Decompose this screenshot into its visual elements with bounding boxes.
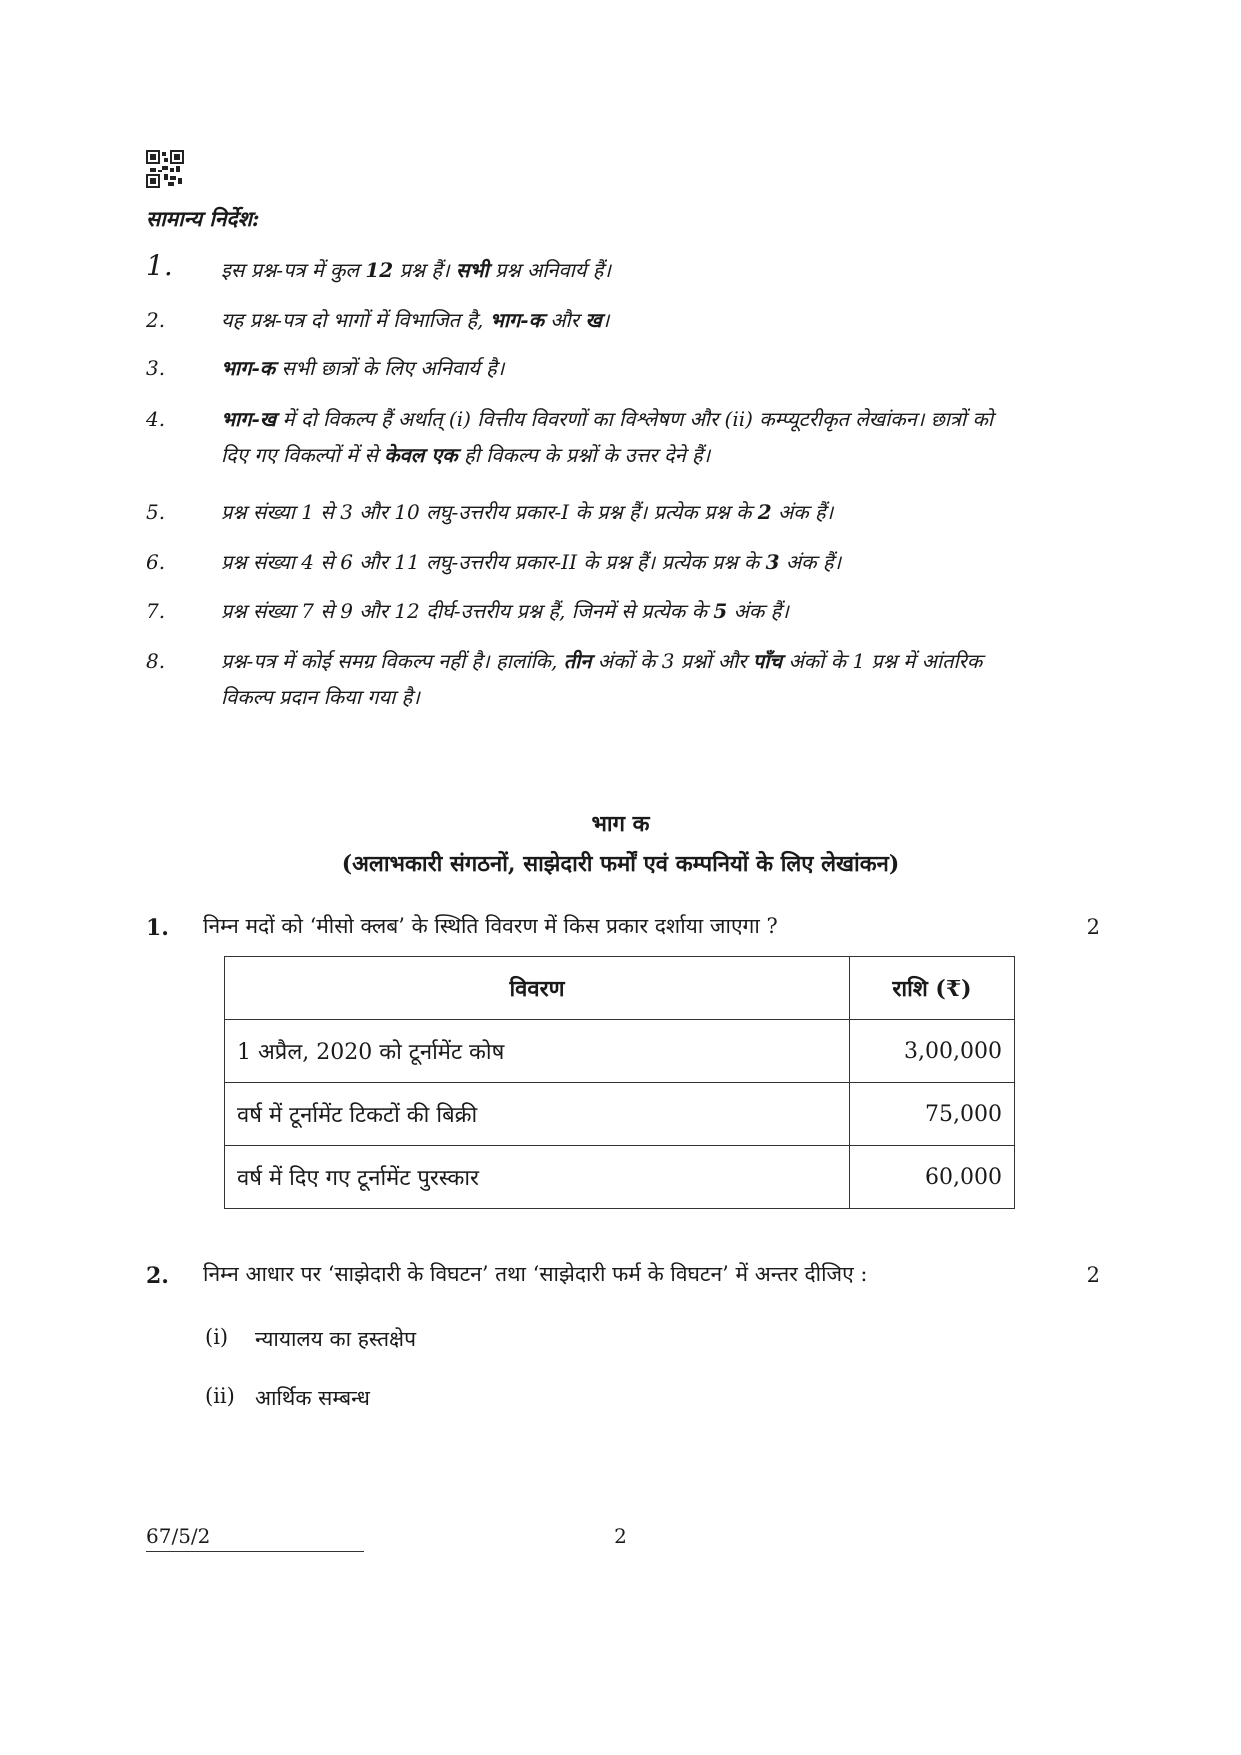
sub-item-roman: (i) bbox=[205, 1325, 229, 1349]
instruction-number: 7. bbox=[146, 599, 166, 623]
qr-code-icon bbox=[146, 150, 184, 188]
table-row bbox=[225, 1146, 1015, 1209]
instruction-text: इस प्रश्न-पत्र में कुल 12 प्रश्न हैं। सभी प्रश्न अनिवार्य हैं। bbox=[221, 258, 611, 282]
question-number: 2. bbox=[146, 1263, 169, 1289]
question-text: निम्न मदों को ‘मीसो क्लब’ के स्थिति विवरण में किस प्रकार दर्शाया जाएगा ? bbox=[203, 914, 778, 938]
table-cell-particular: वर्ष में टूर्नामेंट टिकटों की बिक्री bbox=[225, 1083, 850, 1146]
general-instructions-title: सामान्य निर्देश: bbox=[146, 206, 260, 231]
question-number: 1. bbox=[146, 915, 169, 941]
table-cell-amount: 3,00,000 bbox=[850, 1020, 1015, 1083]
question-text: निम्न आधार पर ‘साझेदारी के विघटन’ तथा ‘साझेदारी फर्म के विघटन’ में अन्तर दीजिए : bbox=[203, 1262, 868, 1286]
instruction-number: 1. bbox=[146, 249, 173, 282]
instruction-text: प्रश्न संख्या 7 से 9 और 12 दीर्घ-उत्तरीय प्रश्न हैं, जिनमें से प्रत्येक के 5 अंक हैं। bbox=[221, 599, 789, 623]
table-cell-amount: 60,000 bbox=[850, 1146, 1015, 1209]
instruction-text: प्रश्न संख्या 4 से 6 और 11 लघु-उत्तरीय प्रकार-II के प्रश्न हैं। प्रत्येक प्रश्न के 3 अंक हैं। bbox=[221, 550, 842, 574]
question-marks: 2 bbox=[1086, 1263, 1100, 1287]
instruction-number: 2. bbox=[146, 308, 166, 332]
instruction-text: प्रश्न संख्या 1 से 3 और 10 लघु-उत्तरीय प्रकार-I के प्रश्न हैं। प्रत्येक प्रश्न के 2 अंक हैं। bbox=[221, 500, 834, 524]
page-number: 2 bbox=[614, 1524, 627, 1548]
section-subtitle: (अलाभकारी संगठनों, साझेदारी फर्मों एवं कम्पनियों के लिए लेखांकन) bbox=[341, 851, 900, 877]
table-header-row bbox=[225, 957, 1015, 1020]
table-header-amount: राशि (₹) bbox=[850, 957, 1015, 1020]
table-header-particulars: विवरण bbox=[225, 957, 850, 1020]
footer-divider bbox=[146, 1551, 364, 1552]
question-marks: 2 bbox=[1086, 915, 1100, 939]
table-cell-particular: 1 अप्रैल, 2020 को टूर्नामेंट कोष bbox=[225, 1020, 850, 1083]
instruction-number: 8. bbox=[146, 649, 166, 673]
instruction-text: भाग-ख में दो विकल्प हैं अर्थात् (i) वित्तीय विवरणों का विश्लेषण और (ii) कम्प्यूटरीकृत लेखांकन। छात्रों को दिए गए विकल्पों में से केवल एक ही विकल्प के प्रश्नों के उत्तर देने हैं। bbox=[221, 407, 994, 467]
table-row bbox=[225, 1083, 1015, 1146]
sub-item-text: न्यायालय का हस्तक्षेप bbox=[255, 1327, 417, 1351]
table-cell-amount: 75,000 bbox=[850, 1083, 1015, 1146]
instruction-number: 4. bbox=[146, 407, 166, 431]
instruction-text: भाग-क सभी छात्रों के लिए अनिवार्य है। bbox=[221, 356, 505, 380]
sub-item-roman: (ii) bbox=[205, 1384, 235, 1408]
instruction-number: 5. bbox=[146, 500, 166, 524]
sub-item-text: आर्थिक सम्बन्ध bbox=[255, 1386, 370, 1410]
instruction-text: यह प्रश्न-पत्र दो भागों में विभाजित है, भाग-क और ख। bbox=[221, 308, 610, 332]
table-cell-particular: वर्ष में दिए गए टूर्नामेंट पुरस्कार bbox=[225, 1146, 850, 1209]
table-row bbox=[225, 1020, 1015, 1083]
instruction-text: प्रश्न-पत्र में कोई समग्र विकल्प नहीं है। हालांकि, तीन अंकों के 3 प्रश्नों और पाँच अंकों के 1 प्रश्न में आंतरिक विकल्प प्रदान किया गया है। bbox=[221, 649, 983, 709]
q1-table bbox=[224, 956, 1015, 1209]
instruction-number: 3. bbox=[146, 356, 166, 380]
instruction-number: 6. bbox=[146, 550, 166, 574]
paper-code: 67/5/2 bbox=[146, 1524, 211, 1548]
section-title: भाग क bbox=[591, 811, 650, 837]
